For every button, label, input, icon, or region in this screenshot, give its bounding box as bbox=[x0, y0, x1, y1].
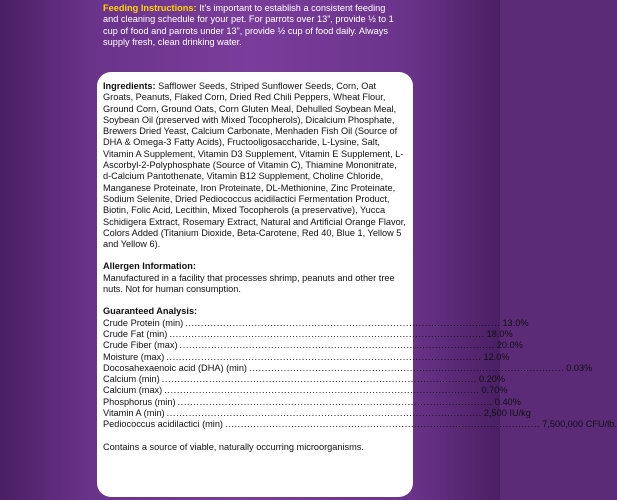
analysis-row: Docosahexaenoic acid (DHA) (min) .................................................................................................... 0.03% bbox=[103, 362, 593, 373]
analysis-row: Crude Protein (min) .................................................................................................... 13.0% bbox=[103, 317, 529, 328]
analysis-row: Crude Fat (min) .................................................................................................... 18.0% bbox=[103, 328, 513, 339]
ingredients-text: Safflower Seeds, Striped Sunflower Seeds, Corn, Oat Groats, Peanuts, Flaked Corn, Dried Red Chili Peppers, Wheat Flour, Ground Corn, Ground Oats, Corn Gluten Meal, Dehulled Soybean Meal, Soybean Oil (preserved with Mixed Tocopherols), Dicalcium Phosphate, Brewers Dried Yeast, Calcium Carbonate, Menhaden Fish Oil (Source of DHA & Omega-3 Fatty Acids), Fructooligosaccharide, L-Lysine, Salt, Vitamin A Supplement, Vitamin D3 Supplement, Vitamin E Supplement, L-Ascorbyl-2-Polyphosphate (Source of Vitamin C), Thiamine Mononitrate, d-Calcium Pantothenate, Vitamin B12 Supplement, Choline Chloride, Manganese Proteinate, Iron Proteinate, DL-Methionine, Zinc Proteinate, Sodium Selenite, Dried Pediococcus acidilactici Fermentation Product, Biotin, Folic Acid, Lecithin, Mixed Tocopherols (a preservative), Yucca Schidigera Extract, Rosemary Extract, Natural and Artificial Orange Flavor, Colors Added (Titanium Dioxide, Beta-Carotene, Red 40, Blue 1, Yellow 5 and Yellow 6). bbox=[103, 81, 406, 250]
analysis-row: Phosphorus (min) .................................................................................................... 0.40% bbox=[103, 396, 521, 407]
section-gap bbox=[103, 295, 407, 306]
analysis-label: Guaranteed Analysis: bbox=[103, 306, 198, 317]
panel-content bbox=[103, 81, 617, 453]
guaranteed-analysis-list bbox=[103, 317, 617, 431]
analysis-row: Vitamin A (min) .................................................................................................... 2,500 IU/kg bbox=[103, 408, 531, 419]
feeding-instructions-text: It’s important to establish a consistent feeding and cleaning schedule for your pet. For parrots over 13”, provide ½ to 1 cup of food and parrots under 13”, provide ½ cup of food daily. Always supply fresh, clean drinking water. bbox=[103, 3, 394, 48]
ingredients-label: Ingredients: bbox=[103, 81, 156, 91]
allergen-text: Manufactured in a facility that processes shrimp, peanuts and other tree nuts. Not for human consumption. bbox=[103, 272, 395, 295]
analysis-row: Pediococcus acidilactici (min) .................................................................................................... 7,500,000 CFU/lb. bbox=[103, 419, 617, 430]
allergen-label: Allergen Information: bbox=[103, 261, 196, 272]
analysis-row: Calcium (min) .................................................................................................... 0.20% bbox=[103, 374, 505, 385]
section-gap bbox=[103, 250, 407, 261]
section-gap bbox=[103, 431, 407, 442]
ingredients-section bbox=[103, 81, 407, 250]
analysis-row: Crude Fiber (max) .................................................................................................... 20.0% bbox=[103, 340, 523, 351]
analysis-row: Moisture (max) .................................................................................................... 12.0% bbox=[103, 351, 510, 362]
analysis-row: Calcium (max) .................................................................................................... 0.70% bbox=[103, 385, 508, 396]
feeding-instructions bbox=[103, 3, 403, 49]
feeding-instructions-label: Feeding Instructions: bbox=[103, 3, 197, 13]
probiotic-statement: Contains a source of viable, naturally occurring microorganisms. bbox=[103, 441, 364, 452]
